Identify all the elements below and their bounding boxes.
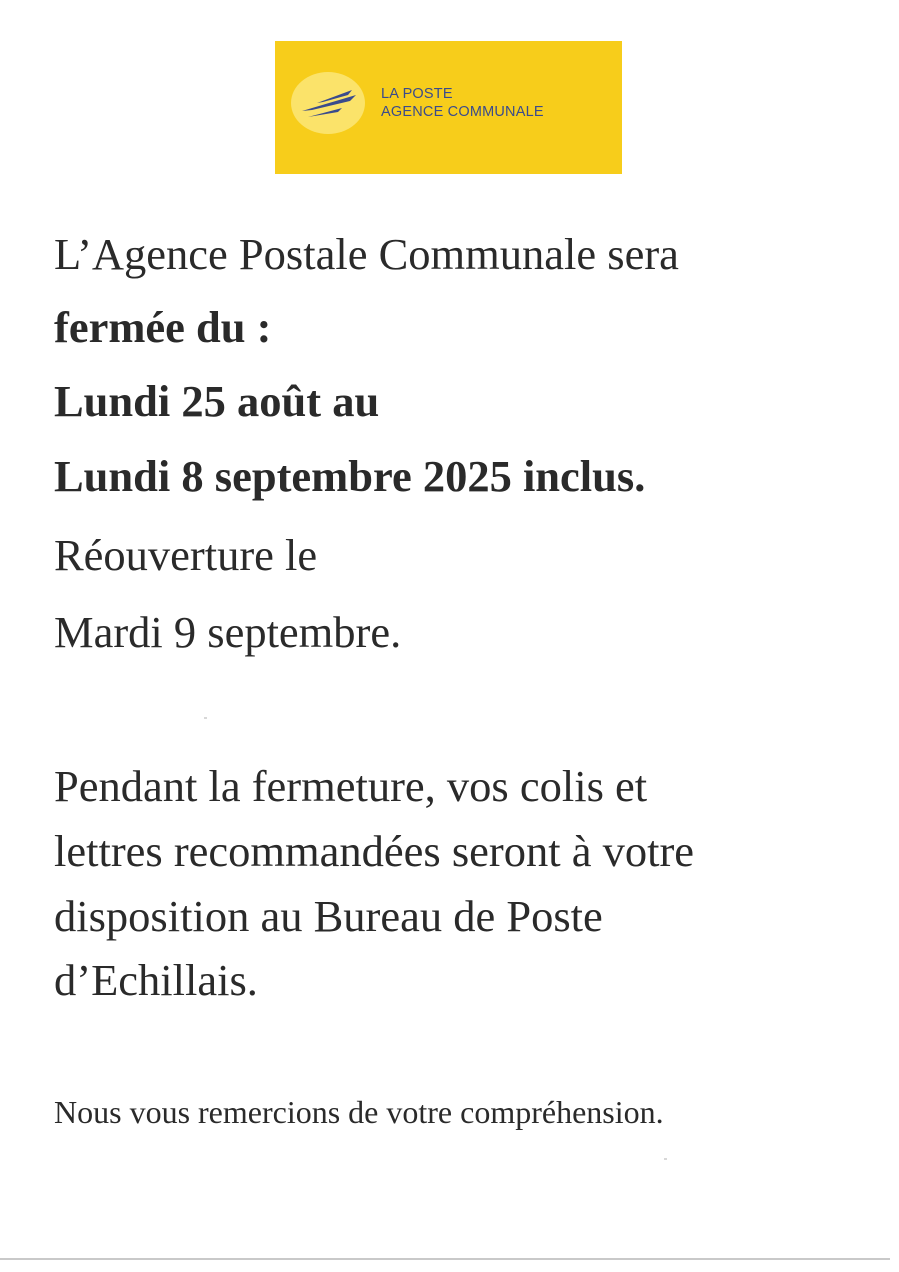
- notice-parcels-line-3: disposition au Bureau de Poste: [54, 891, 603, 941]
- scan-speck: [664, 1158, 667, 1160]
- scan-speck: [204, 717, 207, 719]
- notice-parcels-line-2: lettres recommandées seront à votre: [54, 826, 695, 876]
- notice-closed-from-line: fermée du :: [54, 302, 272, 352]
- la-poste-bird-icon: [290, 70, 368, 136]
- notice-reopening-label: Réouverture le: [54, 530, 318, 580]
- notice-intro-line: L’Agence Postale Communale sera: [54, 229, 679, 279]
- notice-reopening-date: Mardi 9 septembre.: [54, 607, 402, 657]
- logo-text: [381, 85, 544, 121]
- scan-bottom-edge: [0, 1258, 890, 1260]
- la-poste-logo: [275, 41, 622, 174]
- logo-line-la-poste: LA POSTE: [381, 86, 453, 102]
- notice-closing-thanks: Nous vous remercions de votre compréhension.: [54, 1094, 664, 1130]
- notice-parcels-line-4: d’Echillais.: [54, 955, 258, 1005]
- notice-start-date: Lundi 25 août au: [54, 376, 380, 426]
- logo-line-agence-communale: AGENCE COMMUNALE: [381, 104, 544, 120]
- notice-parcels-line-1: Pendant la fermeture, vos colis et: [54, 761, 648, 811]
- notice-end-date: Lundi 8 septembre 2025 inclus.: [54, 451, 646, 501]
